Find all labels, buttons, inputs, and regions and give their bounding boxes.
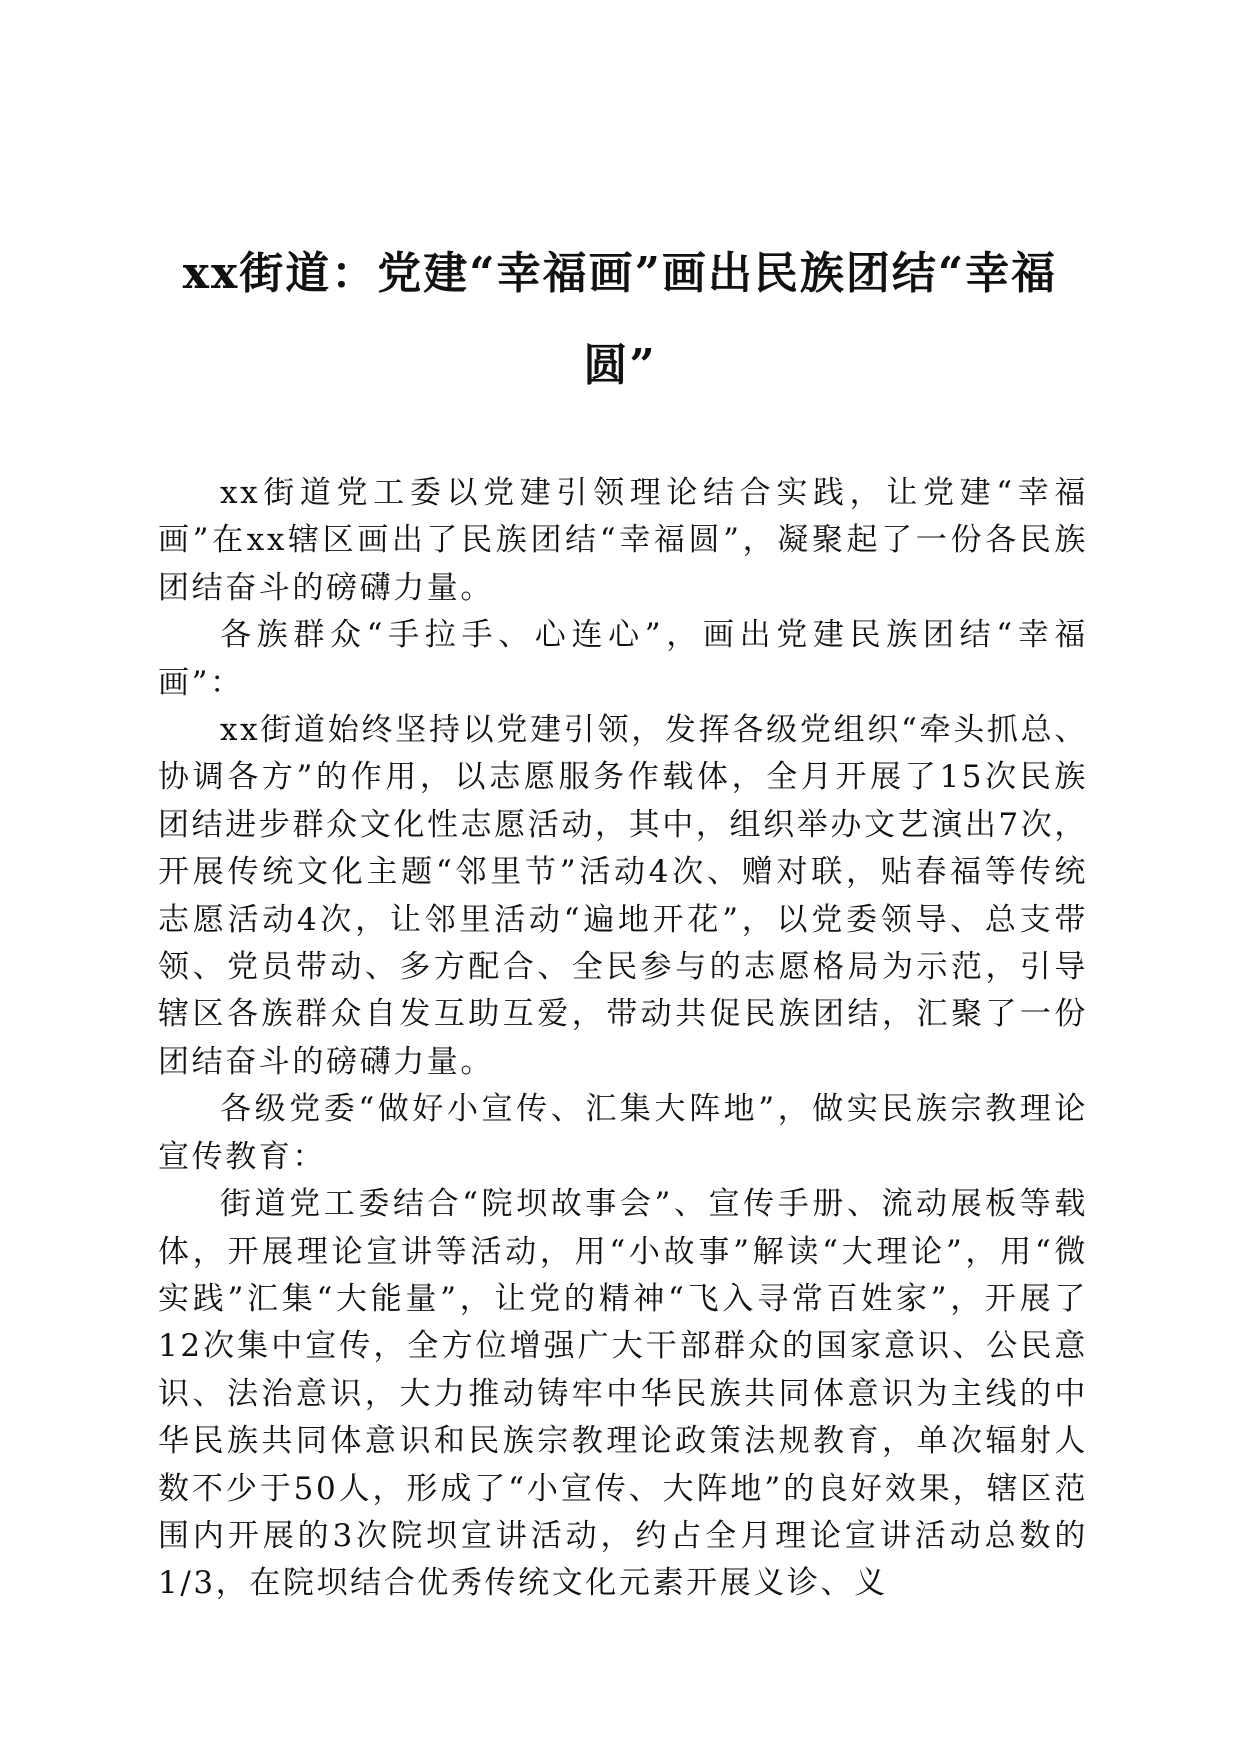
document-title: xx街道：党建“幸福画”画出民族团结“幸福圆” [182,248,1058,391]
paragraph-intro: xx街道党工委以党建引领理论结合实践，让党建“幸福画”在xx辖区画出了民族团结“幸福圆”，凝聚起了一份各民族团结奋斗的磅礴力量。 [158,475,1088,606]
paragraph-heading-1: 各族群众“手拉手、心连心”，画出党建民族团结“幸福画”： [158,617,1088,701]
document-body [158,470,1088,1608]
paragraph-volunteer-activities: xx街道始终坚持以党建引领，发挥各级党组织“牵头抓总、协调各方”的作用，以志愿服务作载体，全月开展了15次民族团结进步群众文化性志愿活动，其中，组织举办文艺演出7次，开展传统文化主题“邻里节”活动4次、赠对联，贴春福等传统志愿活动4次，让邻里活动“遍地开花”，以党委领导、总支带领、党员带动、多方配合、全民参与的志愿格局为示范，引导辖区各族群众自发互助互爱，带动共促民族团结，汇聚了一份团结奋斗的磅礴力量。 [158,712,1088,1080]
paragraph-publicity-education: 街道党工委结合“院坝故事会”、宣传手册、流动展板等载体，开展理论宣讲等活动，用“小故事”解读“大理论”，用“微实践”汇集“大能量”，让党的精神“飞入寻常百姓家”，开展了12次集中宣传，全方位增强广大干部群众的国家意识、公民意识、法治意识，大力推动铸牢中华民族共同体意识为主线的中华民族共同体意识和民族宗教理论政策法规教育，单次辐射人数不少于50人，形成了“小宣传、大阵地”的良好效果，辖区范围内开展的3次院坝宣讲活动，约占全月理论宣讲活动总数的1/3，在院坝结合优秀传统文化元素开展义诊、义 [158,1186,1088,1602]
paragraph-heading-2: 各级党委“做好小宣传、汇集大阵地”，做实民族宗教理论宣传教育： [158,1091,1088,1175]
